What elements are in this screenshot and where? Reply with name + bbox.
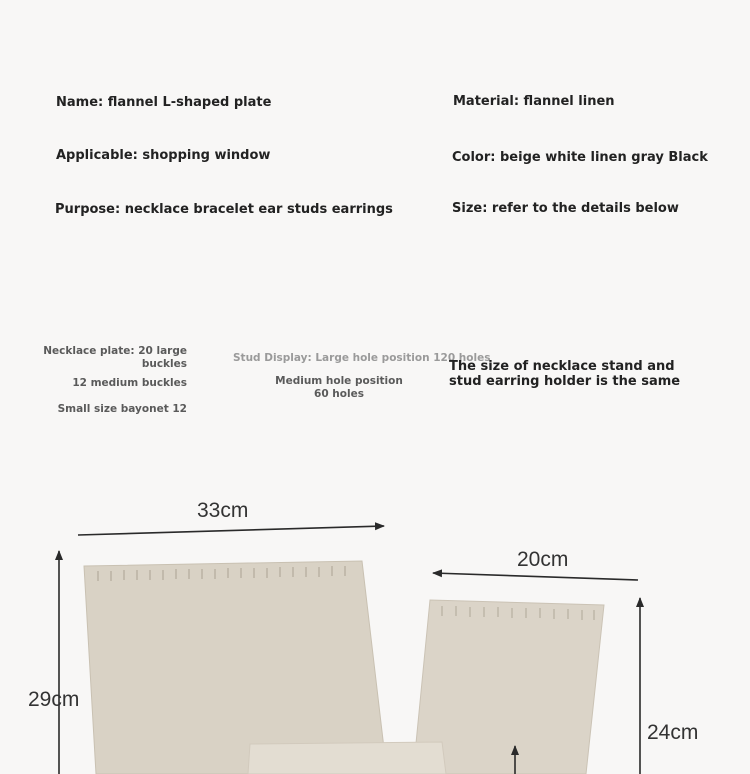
spec-applicable: Applicable: shopping window (56, 148, 271, 163)
small-height-label: 24cm (647, 721, 699, 744)
necklace-plate-line1: Necklace plate: 20 large buckles (43, 345, 187, 370)
spec-purpose: Purpose: necklace bracelet ear studs earrings (55, 202, 393, 217)
same-size-note: The size of necklace stand and stud earring holder is the same (449, 359, 681, 389)
spec-material: Material: flannel linen (453, 94, 615, 109)
large-height-label: 29cm (28, 688, 80, 711)
spec-size: Size: refer to the details below (452, 201, 679, 216)
necklace-plate-large (84, 561, 387, 774)
width-arrow-small (433, 573, 638, 580)
stud-display-line1: Stud Display: Large hole position 120 holes (233, 352, 491, 364)
width-arrow-large (78, 526, 384, 535)
front-plate (248, 742, 446, 774)
spec-name: Name: flannel L-shaped plate (56, 95, 272, 110)
large-width-label: 33cm (197, 499, 249, 522)
spec-color: Color: beige white linen gray Black (452, 150, 708, 165)
necklace-plate-line2: 12 medium buckles (72, 377, 187, 389)
necklace-plate-line3: Small size bayonet 12 (57, 403, 187, 415)
small-width-label: 20cm (517, 548, 569, 571)
stud-display-line2: Medium hole position 60 holes (275, 375, 403, 400)
